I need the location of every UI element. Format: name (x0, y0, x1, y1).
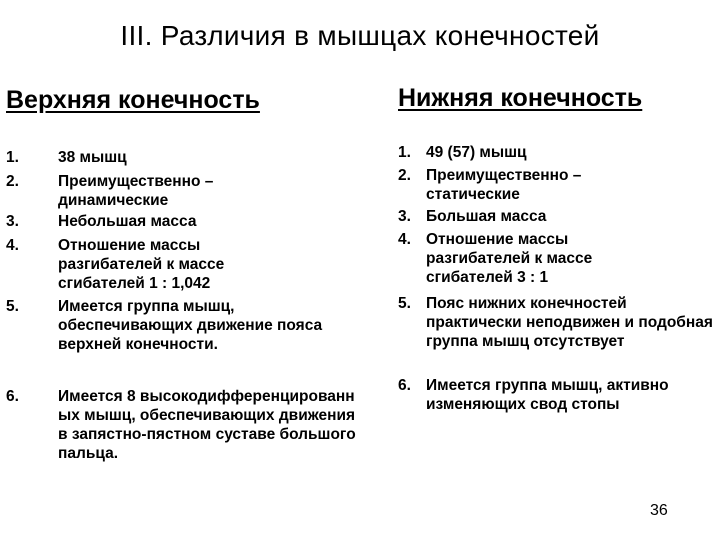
item-number: 3. (6, 213, 19, 230)
item-number: 1. (6, 149, 19, 166)
item-number: 2. (6, 173, 19, 190)
upper-limb-heading: Верхняя конечность (6, 86, 260, 114)
item-number: 2. (398, 167, 411, 184)
item-text: Имеется группа мышц, активно изменяющих свод стопы (426, 377, 669, 413)
lower-limb-heading: Нижняя конечность (398, 84, 643, 112)
item-text: Пояс нижних конечностей практически неподвижен и подобная группа мышц отсутствует (426, 295, 713, 350)
item-number: 1. (398, 144, 411, 161)
item-number: 3. (398, 208, 411, 225)
item-text: Небольшая масса (58, 213, 197, 230)
item-text: Преимущественно – динамические (58, 173, 214, 209)
item-number: 6. (398, 377, 411, 394)
item-text: Имеется группа мышц, обеспечивающих движение пояса верхней конечности. (58, 298, 323, 353)
item-text: Отношение массы разгибателей к массе сгибателей 3 : 1 (426, 231, 593, 286)
slide-title: III. Различия в мышцах конечностей (120, 20, 600, 51)
item-number: 6. (6, 388, 19, 405)
item-number: 5. (6, 298, 19, 315)
item-number: 5. (398, 295, 411, 312)
item-text: 38 мышц (58, 149, 127, 166)
item-text: Имеется 8 высокодифференцированных мышц, обеспечивающих движения в запястно-пястном суставе большого пальца. (58, 388, 356, 462)
item-text: Преимущественно – статические (426, 167, 582, 203)
item-text: Большая масса (426, 208, 547, 225)
item-text: Отношение массы разгибателей к массе сгибателей 1 : 1,042 (58, 237, 225, 292)
item-text: 49 (57) мышц (426, 144, 527, 161)
item-number: 4. (6, 237, 19, 254)
item-number: 4. (398, 231, 411, 248)
page-number: 36 (650, 502, 668, 519)
